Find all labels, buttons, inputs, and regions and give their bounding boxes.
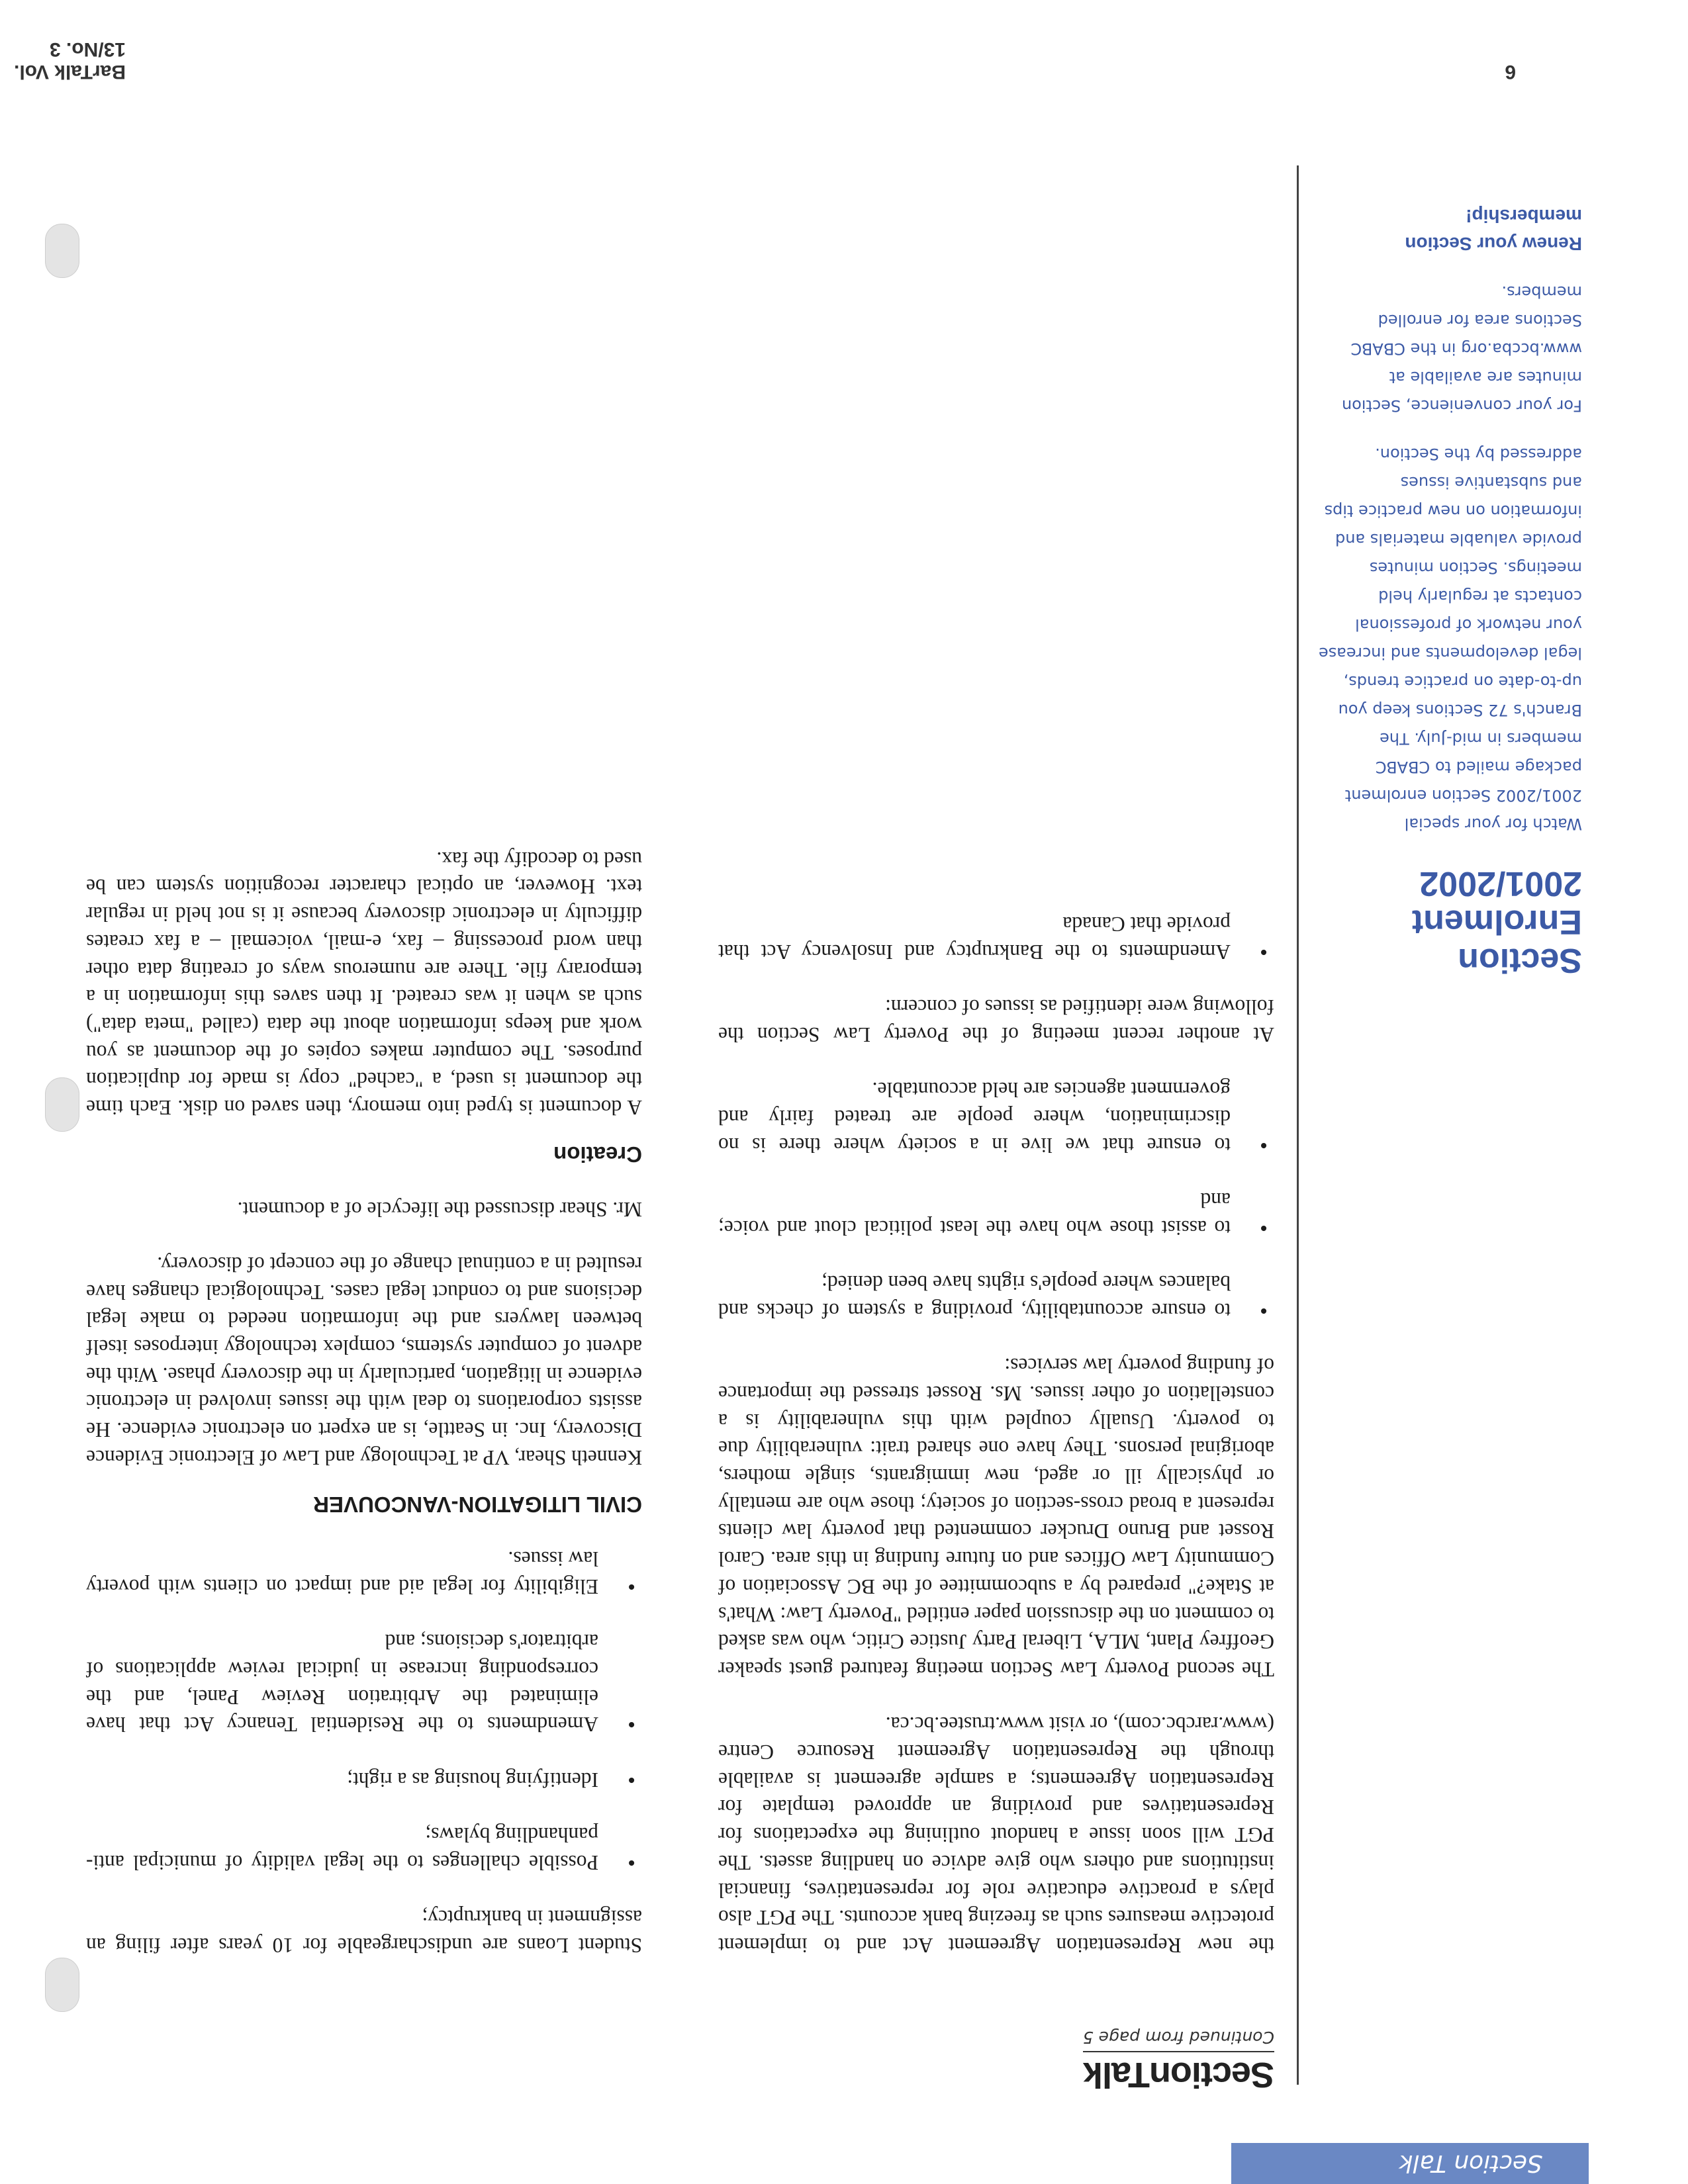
section-heading-civil-litigation: CIVIL LITIGATION-VANCOUVER: [313, 1492, 642, 1517]
page-number: 6: [1505, 61, 1516, 83]
list-item: • to ensure accountability, providing a system of checks and balances where people's rights have been denied;: [718, 1269, 1274, 1324]
list-item: • Amendments to the Residential Tenancy Act that have eliminated the Arbitration Review Panel, and the corresponding increase in judicial review applications of arbitrator's decisions; and: [86, 1628, 642, 1739]
bullet-list: [718, 910, 1274, 965]
continued-note: Continued from page 5: [1083, 2028, 1274, 2052]
binder-hole: [45, 1958, 79, 2012]
paragraph: The second Poverty Law Section meeting featured guest speaker Geoffrey Plant, MLA, Liberal Party Justice Critic, who was asked to comment on the discussion paper entitled "Poverty Law: What's at Stake?" prepared by a subcommittee of the BC Association of Community Law Offices and on future funding in this area. Carol Rosset and Bruno Drucker commented that poverty law clients represent a broad cross-section of society; those who are mentally or physically ill or aged, new immigrants, single mothers, aboriginal persons. They have one shared trait: vulnerability due to poverty. Usually coupled with this vulnerability is a constellation of other issues. Ms. Rosset stressed the importance of funding poverty law services:: [718, 1354, 1274, 1681]
paragraph: A document is typed into memory, then saved on disk. Each time the document is used, a "cached" copy is made for duplication purposes. The computer makes copies of the document as you work and keeps information about the data (called "meta data") such as when it was created. It then saves this information in a temporary file. There are numerous ways of creating data other than word processing – fax, e-mail, voicemail – a fax creates difficulty in electronic discovery because it is not held in regular text. However, an optical character recognition system can be used to decodify the fax.: [86, 847, 642, 1120]
article-column-1: [718, 883, 1274, 1959]
bullet-list: [86, 1545, 642, 1876]
binder-hole: [45, 224, 79, 278]
list-item: • Possible challenges to the legal validity of municipal anti-panhandling bylaws;: [86, 1821, 642, 1876]
list-item: • to assist those who have the least political clout and voice; and: [718, 1186, 1274, 1241]
subheading-creation: Creation: [553, 1142, 642, 1167]
masthead: [904, 2028, 1274, 2095]
sidebar-paragraph-2: For your convenience, Section minutes are available at www.bccba.org in the CBABC Sections area for enrolled members.: [1341, 283, 1582, 415]
sidebar-heading: Section Enrolment 2001/2002: [1411, 864, 1582, 979]
enrolment-sidebar: [1317, 182, 1582, 979]
section-talk-tab: [1231, 2143, 1589, 2184]
column-rule: [1297, 165, 1299, 2085]
renew-membership-callout: Renew your Section membership!: [1405, 206, 1582, 254]
paragraph: Student Loans are undischargeable for 10 years after filing an assignment in bankruptcy;: [86, 1906, 642, 1957]
bullet-list: [718, 1076, 1274, 1324]
list-item: • Eligibility for legal aid and impact on clients with poverty law issues.: [86, 1545, 642, 1600]
paragraph: Mr. Shear discussed the lifecycle of a document.: [237, 1197, 642, 1221]
list-item: • to ensure that we live in a society where there is no discrimination, where people are treated fairly and government agencies are held accountable.: [718, 1076, 1274, 1159]
paragraph: At another recent meeting of the Poverty Law Section the following were identified as issues of concern:: [718, 995, 1274, 1046]
paragraph: the new Representation Agreement Act and to implement protective measures such as freezing bank accounts. The PGT also plays a proactive educative role for representatives, financial institutions and others who give advice on handling assets. The PGT will soon issue a handout outlining the expectations for Representatives and providing an approved template for Representation Agreements; a sample agreement is available through the Representation Agreement Resource Centre (www.rarcbc.com), or visit www.trustee.bc.ca.: [718, 1713, 1274, 1957]
paragraph: Kenneth Shear, VP at Technology and Law of Electronic Evidence Discovery, Inc. in Seattle, is an expert on electronic evidence. He assists corporations to deal with the issues involved in electronic evidence in litigation, particularly in the discovery phase. With the advent of computer systems, complex technology interposes itself between lawyers and the information needed to make legal decisions and to conduct legal cases. Technological changes have resulted in a continual change of the concept of discovery.: [86, 1252, 642, 1469]
list-item: • Amendments to the Bankruptcy and Insolvency Act that provide that Canada: [718, 910, 1274, 965]
issue-label: BarTalk Vol. 13/No. 3: [14, 38, 126, 83]
section-talk-tab-label: Section Talk: [1399, 2150, 1542, 2177]
section-talk-logo: SectionTalk: [1083, 2055, 1274, 2095]
sidebar-paragraph-1: Watch for your special 2001/2002 Section enrolment package mailed to CBABC members in mid-July. The Branch's 72 Sections keep you up-to-date on practice trends, legal developments and increase your network of professional contacts at regularly held meetings. Section minutes provide valuable materials and information on new practice tips and substantive issues addressed by the Section.: [1318, 445, 1582, 833]
binder-hole: [45, 1077, 79, 1132]
article-column-2: [86, 817, 642, 1959]
list-item: • Identifying housing as a right;: [86, 1766, 642, 1794]
